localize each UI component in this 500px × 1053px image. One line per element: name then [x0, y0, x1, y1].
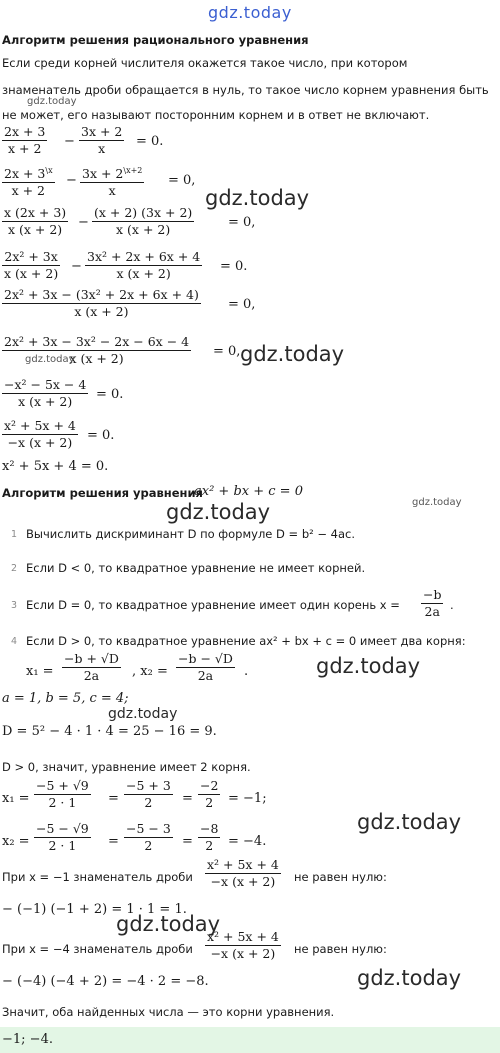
- eq2-rhs: = 0,: [168, 173, 196, 188]
- denominator: x (x + 2): [4, 266, 59, 281]
- check1-text: При x = −1 знаменатель дроби: [2, 870, 193, 884]
- check1-fraction: [205, 857, 281, 890]
- denominator: −x (x + 2): [210, 874, 276, 889]
- numerator: −5 + 3: [126, 778, 171, 793]
- denominator: 2 · 1: [48, 795, 77, 810]
- denominator: 2: [205, 795, 214, 810]
- equals-sign: =: [182, 791, 193, 806]
- check2-fraction: [205, 929, 281, 962]
- watermark: gdz.today: [357, 966, 462, 990]
- roots-fraction-2: [176, 651, 235, 684]
- step-number: 2: [11, 563, 18, 574]
- eq2-fraction-1: [2, 163, 55, 199]
- denominator: 2: [205, 838, 214, 853]
- d-positive-text: D > 0, значит, уравнение имеет 2 корня.: [2, 760, 251, 774]
- watermark: gdz.today: [412, 497, 462, 508]
- eq1-rhs: = 0.: [136, 134, 164, 149]
- denominator: x (x + 2): [18, 394, 73, 409]
- numerator: −5 − √9: [36, 821, 89, 836]
- check2-after: не равен нулю:: [294, 942, 387, 956]
- numerator: 2x² + 3x − 3x² − 2x − 6x − 4: [4, 334, 190, 349]
- denominator: 2a: [197, 668, 214, 683]
- watermark: gdz.today: [116, 912, 221, 936]
- x1-result: = −1;: [228, 791, 267, 806]
- step-1-text: Вычислить дискриминант D по формуле D = b² − 4ac.: [26, 527, 356, 541]
- answer: −1; −4.: [2, 1032, 53, 1047]
- minus-sign: −: [78, 215, 89, 230]
- numerator: −x² − 5x − 4: [4, 377, 87, 392]
- discriminant: D = 5² − 4 · 1 · 4 = 25 − 16 = 9.: [2, 724, 217, 739]
- numerator: x² + 5x + 4: [4, 418, 76, 433]
- watermark: gdz.today: [27, 96, 77, 107]
- eq9: x² + 5x + 4 = 0.: [2, 459, 109, 474]
- roots-fraction-1: [62, 651, 121, 684]
- numerator: x² + 5x + 4: [207, 929, 279, 944]
- denominator: x (x + 2): [7, 222, 63, 237]
- eq4-fraction-2: [85, 249, 202, 282]
- rule-line-3: не может, его называют посторонним корнем и в ответ не включают.: [2, 108, 430, 122]
- section1-title: Алгоритм решения рационального уравнения: [2, 33, 309, 47]
- answer-box: [0, 1027, 500, 1053]
- watermark: gdz.today: [205, 186, 310, 210]
- numerator: −8: [200, 821, 219, 836]
- equals-sign: =: [108, 791, 119, 806]
- numerator: 2x + 3: [4, 124, 46, 139]
- watermark: gdz.today: [357, 810, 462, 834]
- denominator: x (x + 2): [74, 304, 129, 319]
- eq4-rhs: = 0.: [220, 259, 248, 274]
- numerator: −b: [423, 587, 442, 602]
- denominator: x + 2: [7, 141, 42, 156]
- check1-calc: − (−1) (−1 + 2) = 1 · 1 = 1.: [2, 902, 187, 917]
- x1-fraction-3: [198, 778, 220, 811]
- watermark: gdz.today: [166, 500, 271, 524]
- eq5-rhs: = 0,: [228, 297, 256, 312]
- step-3-fraction: [421, 587, 443, 620]
- numerator: (x + 2) (3x + 2): [94, 205, 193, 220]
- coefficients: a = 1, b = 5, c = 4;: [2, 691, 129, 706]
- step-number: 1: [11, 529, 18, 540]
- eq4-fraction-1: [2, 249, 60, 282]
- x1-fraction-1: [34, 778, 91, 811]
- eq6-rhs: = 0,: [213, 344, 241, 359]
- numerator: x (2x + 3): [4, 205, 67, 220]
- roots-x2-label: , x₂ =: [132, 664, 168, 679]
- equals-sign: =: [108, 834, 119, 849]
- watermark: gdz.today: [240, 342, 345, 366]
- numerator: −b − √D: [178, 651, 233, 666]
- step-3-end: .: [450, 598, 454, 612]
- numerator: $2x + 3^{\backslash x}$: [4, 166, 53, 182]
- eq3-fraction-1: [2, 205, 68, 238]
- denominator: 2 · 1: [48, 838, 77, 853]
- eq7-rhs: = 0.: [96, 387, 124, 402]
- numerator: −b + √D: [64, 651, 119, 666]
- denominator: x: [108, 183, 116, 199]
- numerator: x² + 5x + 4: [207, 857, 279, 872]
- denominator: x: [98, 141, 106, 156]
- x2-fraction-2: [124, 821, 173, 854]
- denominator: 2a: [424, 604, 440, 619]
- denominator: 2: [144, 838, 153, 853]
- check2-text: При x = −4 знаменатель дроби: [2, 942, 193, 956]
- eq8-fraction: [2, 418, 78, 451]
- eq7-fraction: [2, 377, 88, 410]
- numerator: 3x + 2: [81, 124, 123, 139]
- check2-calc: − (−4) (−4 + 2) = −4 · 2 = −8.: [2, 974, 209, 989]
- step-4-text: Если D > 0, то квадратное уравнение ax² + bx + c = 0 имеет два корня:: [26, 634, 466, 648]
- eq1-fraction-1: [2, 124, 47, 157]
- roots-x1-label: x₁ =: [26, 664, 54, 679]
- numerator: −2: [200, 778, 219, 793]
- numerator: 2x² + 3x: [4, 249, 58, 264]
- denominator: x + 2: [11, 183, 46, 199]
- denominator: x (x + 2): [116, 222, 171, 237]
- x2-fraction-3: [198, 821, 220, 854]
- x2-label: x₂ =: [2, 834, 30, 849]
- eq2-fraction-2: [80, 163, 144, 199]
- numerator: 2x² + 3x − (3x² + 2x + 6x + 4): [4, 287, 199, 302]
- eq1-fraction-2: [79, 124, 124, 157]
- eq8-rhs: = 0.: [87, 428, 115, 443]
- rule-line-2: знаменатель дроби обращается в нуль, то такое число корнем уравнения быть: [2, 83, 489, 97]
- site-logo[interactable]: gdz.today: [208, 3, 292, 22]
- numerator: 3x² + 2x + 6x + 4: [87, 249, 201, 264]
- x2-fraction-1: [34, 821, 91, 854]
- minus-sign: −: [71, 259, 82, 274]
- numerator: $3x + 2^{\backslash x+2}$: [82, 166, 143, 182]
- step-number: 4: [11, 636, 18, 647]
- section2-title: Алгоритм решения уравнения: [2, 486, 203, 500]
- denominator: −x (x + 2): [210, 946, 276, 961]
- numerator: −5 + √9: [36, 778, 89, 793]
- watermark: gdz.today: [316, 654, 421, 678]
- denominator: 2a: [83, 668, 100, 683]
- check1-after: не равен нулю:: [294, 870, 387, 884]
- x1-label: x₁ =: [2, 791, 30, 806]
- rule-line-1: Если среди корней числителя окажется такое число, при котором: [2, 56, 408, 70]
- denominator: −x (x + 2): [7, 435, 73, 450]
- minus-sign: −: [64, 134, 75, 149]
- x1-fraction-2: [124, 778, 173, 811]
- step-2-text: Если D < 0, то квадратное уравнение не имеет корней.: [26, 561, 366, 575]
- roots-end: .: [244, 664, 249, 679]
- conclusion: Значит, оба найденных числа — это корни уравнения.: [2, 1005, 335, 1019]
- watermark: gdz.today: [108, 706, 178, 722]
- eq3-fraction-2: [92, 205, 194, 238]
- step-number: 3: [11, 600, 18, 611]
- minus-sign: −: [66, 173, 77, 188]
- x2-result: = −4.: [228, 834, 267, 849]
- eq5-fraction: [2, 287, 201, 320]
- step-3-text: Если D = 0, то квадратное уравнение имеет один корень x =: [26, 598, 400, 612]
- denominator: x (x + 2): [69, 351, 124, 366]
- watermark: gdz.today: [25, 354, 75, 365]
- section2-title-equation: ax² + bx + c = 0: [194, 484, 303, 499]
- eq3-rhs: = 0,: [228, 215, 256, 230]
- numerator: −5 − 3: [126, 821, 171, 836]
- equals-sign: =: [182, 834, 193, 849]
- denominator: 2: [144, 795, 153, 810]
- denominator: x (x + 2): [116, 266, 171, 281]
